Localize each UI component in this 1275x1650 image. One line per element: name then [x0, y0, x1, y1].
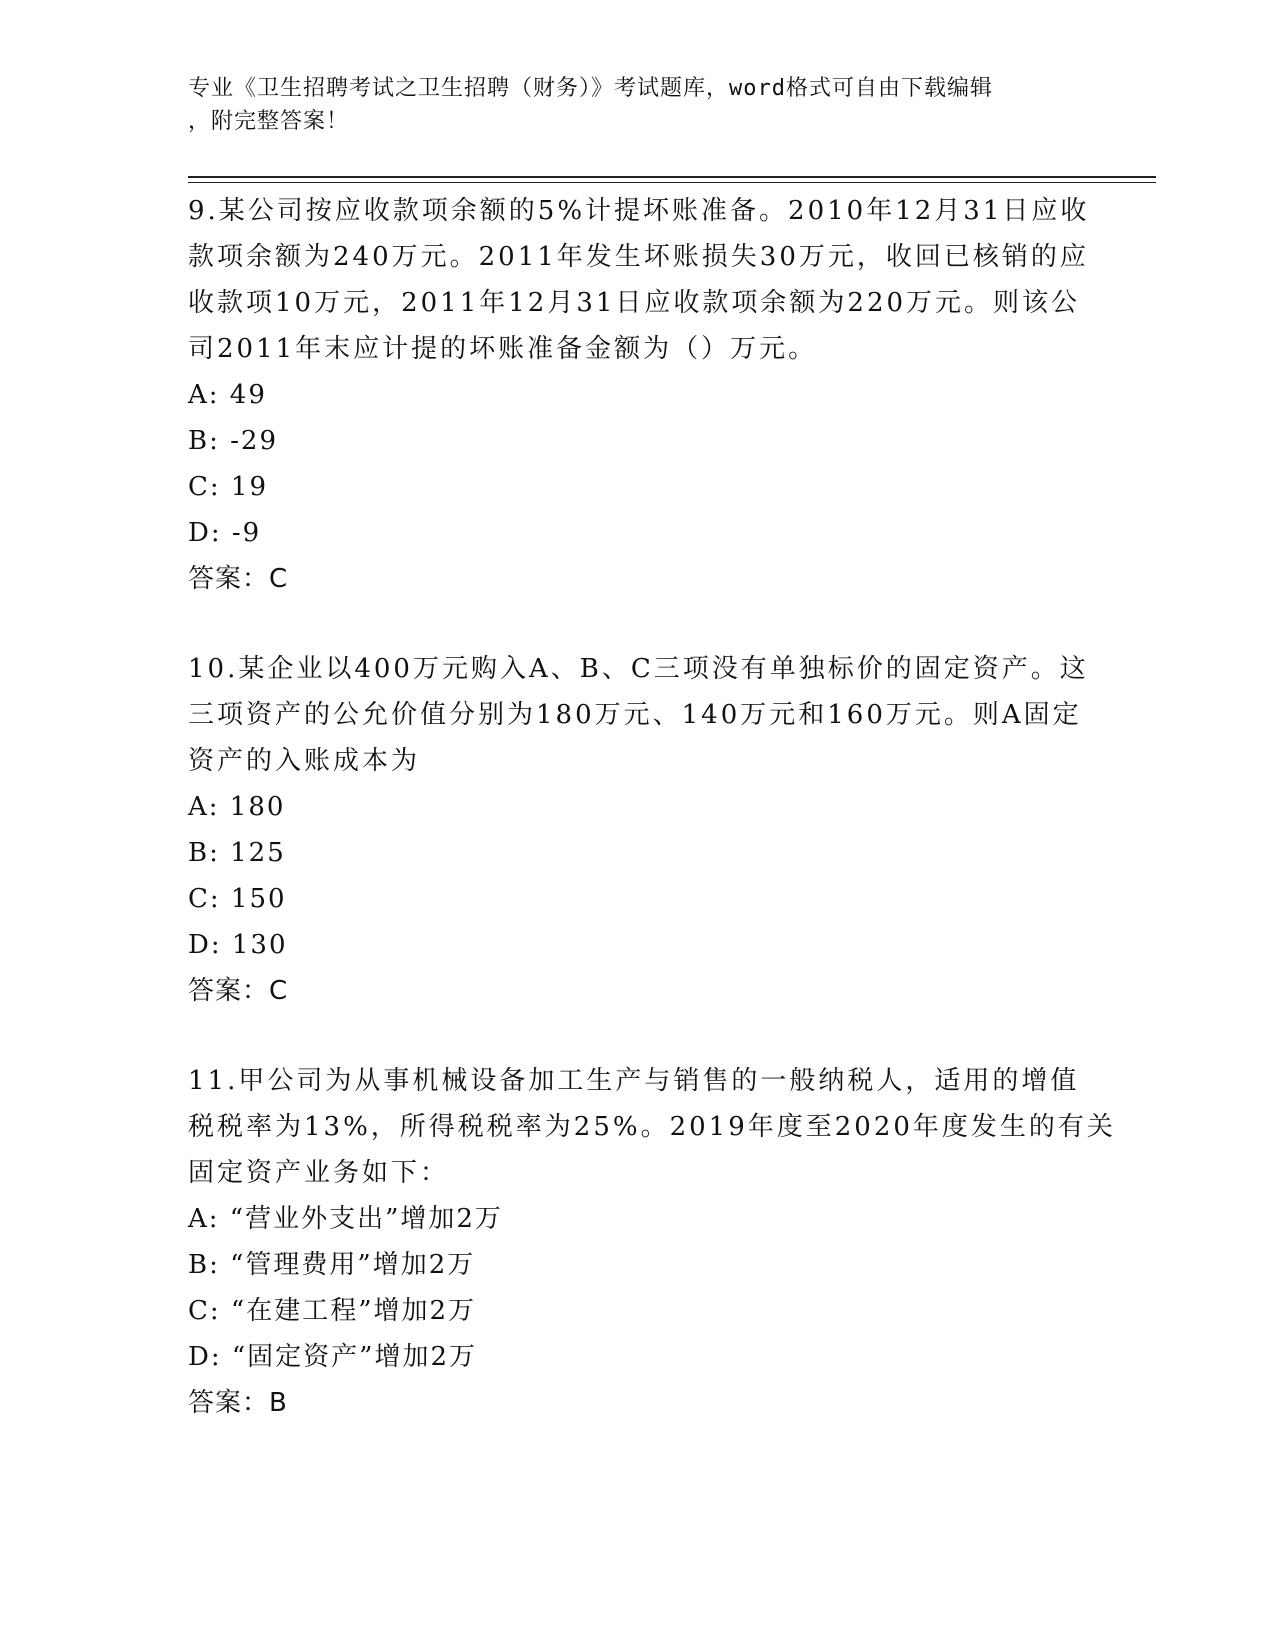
question-10-option-a: A: 180 — [188, 792, 286, 822]
question-list — [188, 188, 1116, 1426]
question-11-option-c: C: “在建工程”增加2万 — [188, 1296, 477, 1326]
question-11-option-a: A: “营业外支出”增加2万 — [188, 1204, 503, 1234]
question-9-line-1: 9.某公司按应收款项余额的5%计提坏账准备。2010年12月31日应收 — [188, 196, 1090, 226]
question-9-option-a: A: 49 — [188, 380, 267, 410]
question-10-option-b: B: 125 — [188, 838, 286, 868]
header-line-2: ，附完整答案！ — [188, 109, 350, 134]
header-divider-thick — [188, 176, 1156, 178]
question-9-line-2: 款项余额为240万元。2011年发生坏账损失30万元，收回已核销的应 — [188, 242, 1089, 272]
question-10-answer: 答案：C — [188, 976, 289, 1006]
question-11-line-2: 税税率为13%，所得税税率为25%。2019年度至2020年度发生的有关 — [188, 1112, 1116, 1142]
question-9-option-b: B: -29 — [188, 426, 278, 456]
question-11 — [188, 1058, 1116, 1426]
question-10-option-d: D: 130 — [188, 930, 288, 960]
question-spacer — [188, 602, 1088, 646]
question-9-answer: 答案：C — [188, 564, 289, 594]
document-header — [188, 72, 1088, 138]
question-9-line-4: 司2011年末应计提的坏账准备金额为（）万元。 — [188, 334, 818, 364]
question-10-line-3: 资产的入账成本为 — [188, 746, 421, 776]
header-line-1: 专业《卫生招聘考试之卫生招聘（财务）》考试题库，word格式可自由下载编辑 — [188, 76, 993, 101]
question-11-line-1: 11.甲公司为从事机械设备加工生产与销售的一般纳税人，适用的增值 — [188, 1066, 1080, 1096]
question-9 — [188, 188, 1088, 602]
question-11-option-b: B: “管理费用”增加2万 — [188, 1250, 476, 1280]
question-10-line-2: 三项资产的公允价值分别为180万元、140万元和160万元。则A固定 — [188, 700, 1082, 730]
question-9-option-d: D: -9 — [188, 518, 262, 548]
header-divider-thin — [188, 182, 1156, 183]
question-11-answer: 答案：B — [188, 1388, 288, 1418]
question-10-line-1: 10.某企业以400万元购入A、B、C三项没有单独标价的固定资产。这 — [188, 654, 1089, 684]
question-spacer — [188, 1014, 1088, 1058]
question-9-line-3: 收款项10万元，2011年12月31日应收款项余额为220万元。则该公 — [188, 288, 1081, 318]
question-10 — [188, 646, 1088, 1014]
question-10-option-c: C: 150 — [188, 884, 287, 914]
question-11-option-d: D: “固定资产”增加2万 — [188, 1342, 477, 1372]
question-11-line-3: 固定资产业务如下： — [188, 1158, 450, 1188]
question-9-option-c: C: 19 — [188, 472, 269, 502]
